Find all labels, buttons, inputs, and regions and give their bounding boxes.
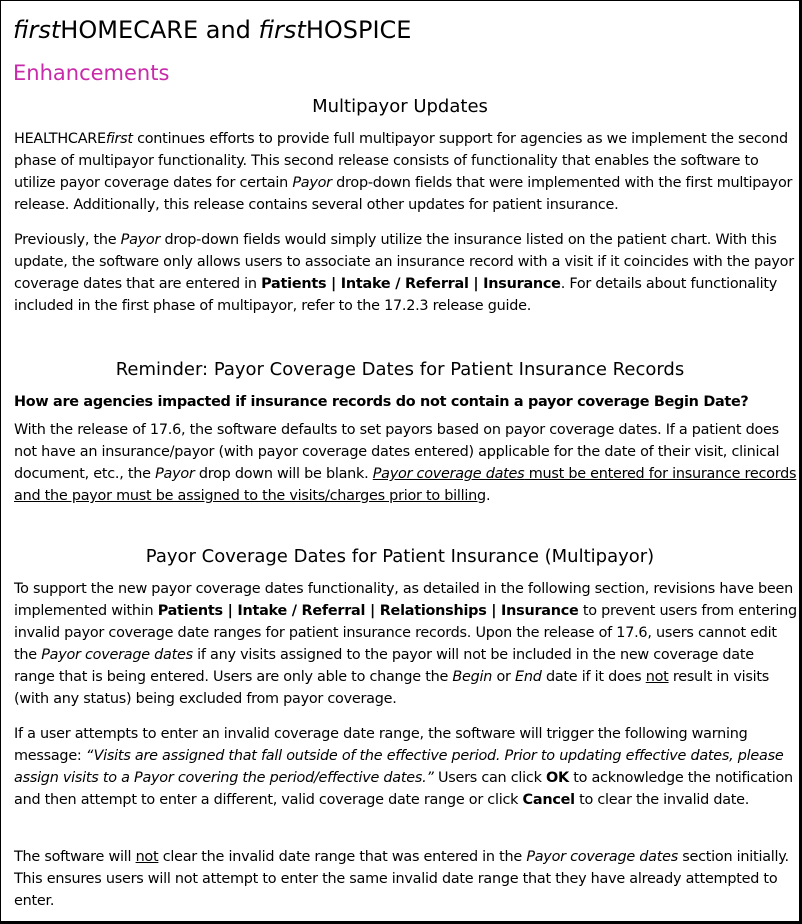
text-run: to clear the invalid date. xyxy=(574,792,750,808)
document-title xyxy=(13,15,411,45)
heading-reminder: Reminder: Payor Coverage Dates for Patient Insurance Records xyxy=(115,359,685,380)
text-run: Previously, the xyxy=(14,232,121,248)
text-run: To support the new payor coverage dates functionality, as detailed in the following section, revisions have been implemented within xyxy=(14,581,793,619)
text-run: . xyxy=(485,488,491,504)
text-run: clear the invalid date range that was entered in the xyxy=(158,849,527,865)
paragraph-coverage-revisions xyxy=(14,578,798,710)
title-homecare: HOMECARE and xyxy=(60,16,259,44)
text-run: Payor coverage dates xyxy=(41,647,193,663)
reminder-question: How are agencies impacted if insurance records do not contain a payor coverage Begin Date? xyxy=(14,394,749,410)
text-run: date if it does xyxy=(541,669,646,685)
text-run: . For details about functionality included in the first phase of multipayor, refer to the 17.2.3 release guide. xyxy=(14,276,778,314)
text-run: Patients | Intake / Referral | Insurance xyxy=(261,276,561,292)
text-run: to acknowledge the notification and then attempt to enter a different, valid coverage date range or click xyxy=(14,770,793,808)
text-run: End xyxy=(515,669,542,685)
text-run: or xyxy=(492,669,516,685)
text-run: “Visits are assigned that fall outside of the effective period. Prior to updating effective dates, please assign visits to a Payor covering the period/effective dates.” xyxy=(14,748,784,786)
title-hospice: HOSPICE xyxy=(305,16,412,44)
text-run: if any visits assigned to the payor will not be included in the new coverage date range that is being entered. Users are only able to change the xyxy=(14,647,754,685)
paragraph-reminder xyxy=(14,419,798,507)
paragraph-coverage-not-cleared xyxy=(14,846,798,912)
paragraph-multipayor-previously xyxy=(14,229,798,317)
text-run: section initially. This ensures users will not attempt to enter the same invalid date range that they have already attempted to enter. xyxy=(14,849,789,909)
text-run: first xyxy=(105,131,133,147)
text-run: Users can click xyxy=(433,770,546,786)
title-brand-prefix: first xyxy=(13,16,61,44)
title-brand-prefix-2: first xyxy=(258,16,306,44)
paragraph-coverage-warning xyxy=(14,723,798,811)
heading-multipayor-updates: Multipayor Updates xyxy=(312,96,488,117)
text-run: Begin xyxy=(452,669,493,685)
text-run: With the release of 17.6, the software defaults to set payors based on payor coverage dates. If a patient does not have an insurance/payor (with payor coverage dates entered) applicable for the date of their visit, clinical document, etc., the xyxy=(14,422,780,482)
text-run: Patients | Intake / Referral | Relationships | Insurance xyxy=(157,603,579,619)
text-run: The software will xyxy=(14,849,136,865)
text-run: If a user attempts to enter an invalid coverage date range, the software will trigger the following warning message: xyxy=(14,726,748,764)
text-run: not xyxy=(135,849,159,865)
text-run: Payor xyxy=(155,466,195,482)
text-run: Payor coverage dates xyxy=(526,849,678,865)
text-run: must be entered for insurance records and the payor must be assigned to the visits/charges prior to billing xyxy=(14,466,797,504)
text-run: Cancel xyxy=(522,792,575,808)
text-run: Payor xyxy=(120,232,161,248)
heading-coverage-dates: Payor Coverage Dates for Patient Insurance (Multipayor) xyxy=(145,546,655,567)
section-label: Enhancements xyxy=(13,61,170,85)
text-run: to prevent users from entering invalid payor coverage date ranges for patient insurance records. Upon the release of 17.6, users cannot edit the xyxy=(14,603,797,663)
text-run: drop down will be blank. xyxy=(194,466,373,482)
text-run: result in visits (with any status) being excluded from payor coverage. xyxy=(14,669,770,707)
text-run: drop-down fields would simply utilize the insurance listed on the patient chart. With this update, the software only allows users to associate an insurance record with a visit if it coincides with the payor coverage dates that are entered in xyxy=(14,232,794,292)
text-run: HEALTHCARE xyxy=(14,131,106,147)
text-run: Payor xyxy=(292,175,332,191)
text-run: drop-down fields that were implemented with the first multipayor release. Additionally, this release contains several other updates for patient insurance. xyxy=(14,175,793,213)
text-run: Payor coverage dates xyxy=(372,466,525,482)
paragraph-multipayor-intro xyxy=(14,128,798,216)
text-run: OK xyxy=(545,770,569,786)
text-run: continues efforts to provide full multipayor support for agencies as we implement the second phase of multipayor functionality. This second release consists of functionality that enables the software to utilize payor coverage dates for certain xyxy=(14,131,788,191)
text-run: not xyxy=(645,669,669,685)
